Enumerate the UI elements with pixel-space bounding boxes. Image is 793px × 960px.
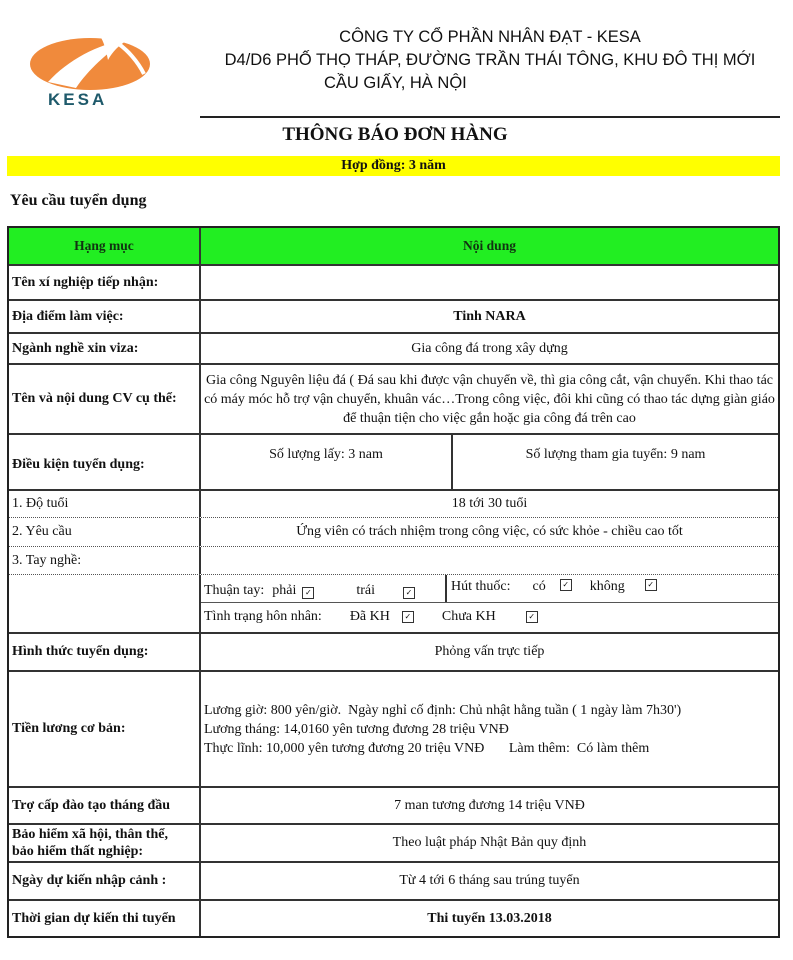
row-label: 3. Tay nghề: bbox=[9, 547, 201, 574]
table-row-skill bbox=[9, 546, 778, 574]
contract-banner: Hợp đồng: 3 năm bbox=[7, 156, 780, 176]
handedness-smoking-line bbox=[201, 575, 778, 603]
row-label: Tên và nội dung CV cụ thể: bbox=[9, 365, 201, 433]
row-label: Tên xí nghiệp tiếp nhận: bbox=[9, 266, 201, 299]
smoking-yes-checkbox[interactable]: ✓ bbox=[560, 579, 572, 591]
marital-single-label: Chưa KH bbox=[441, 608, 496, 624]
handedness-right-checkbox[interactable]: ✓ bbox=[302, 587, 314, 599]
salary-details bbox=[201, 672, 778, 786]
row-label: Hình thức tuyển dụng: bbox=[9, 634, 201, 670]
table-row-training bbox=[9, 786, 778, 823]
table-row-exam-date bbox=[9, 899, 778, 936]
document-title: THÔNG BÁO ĐƠN HÀNG bbox=[282, 124, 508, 145]
header-content: Nội dung bbox=[463, 238, 516, 253]
company-address-line2: CẦU GIẤY, HÀ NỘI bbox=[324, 74, 467, 92]
handedness-left-checkbox[interactable]: ✓ bbox=[403, 587, 415, 599]
marital-single-checkbox[interactable]: ✓ bbox=[526, 611, 538, 623]
table-header-row bbox=[9, 228, 778, 264]
row-label: Ngày dự kiến nhập cảnh : bbox=[9, 863, 201, 899]
row-value: Gia công Nguyên liệu đá ( Đá sau khi được vận chuyển về, thì gia công cắt, vận chuyển. Khi thao tác có máy móc hỗ trợ vận chuyển, khuân vác…Trong công việc, đôi khi cũng có thao tác dựng giàn giáo để thuận tiện cho việc gắn hoặc gia công đá trên cao bbox=[204, 372, 775, 426]
hire-count: Số lượng lấy: 3 nam bbox=[201, 435, 453, 489]
row-value: Thi tuyển 13.03.2018 bbox=[427, 910, 552, 926]
conditions-split bbox=[201, 435, 778, 489]
row-value: Từ 4 tới 6 tháng sau trúng tuyển bbox=[399, 873, 580, 888]
row-value bbox=[201, 266, 778, 299]
header-divider bbox=[200, 116, 780, 118]
table-row-visa-job bbox=[9, 332, 778, 363]
handedness-left-label: trái bbox=[356, 583, 376, 598]
section-title: Yêu cầu tuyển dụng bbox=[10, 192, 147, 209]
salary-line-hourly: Lương giờ: 800 yên/giờ. Ngày nghỉ cố định: Chủ nhật hằng tuần ( 1 ngày làm 7h30') bbox=[204, 702, 682, 718]
row-value: Phỏng vấn trực tiếp bbox=[434, 644, 545, 659]
row-label: 2. Yêu cầu bbox=[9, 518, 201, 546]
table-row-age bbox=[9, 489, 778, 517]
handedness-group bbox=[201, 575, 447, 602]
insurance-label-line1: Bảo hiểm xã hội, thân thể, bbox=[12, 827, 168, 842]
row-value: 18 tới 30 tuổi bbox=[451, 496, 528, 511]
personal-options bbox=[201, 575, 778, 632]
row-value: Tinh NARA bbox=[453, 308, 526, 324]
row-value: 7 man tương đương 14 triệu VNĐ bbox=[394, 797, 585, 813]
smoking-group bbox=[447, 575, 667, 602]
marital-married-label: Đã KH bbox=[349, 608, 390, 624]
table-row-salary bbox=[9, 670, 778, 786]
table-row-entry-date bbox=[9, 861, 778, 899]
smoking-no-label: không bbox=[589, 579, 625, 594]
recruitment-table bbox=[7, 226, 780, 938]
row-label: Trợ cấp đào tạo tháng đầu bbox=[9, 788, 201, 823]
table-row-requirement bbox=[9, 517, 778, 546]
header-category: Hạng mục bbox=[9, 228, 201, 264]
handedness-label: Thuận tay: bbox=[204, 583, 265, 598]
marital-married-checkbox[interactable]: ✓ bbox=[402, 611, 414, 623]
table-row-location bbox=[9, 299, 778, 332]
table-row-insurance bbox=[9, 823, 778, 861]
table-row-recruit-form bbox=[9, 632, 778, 670]
row-label-empty bbox=[9, 575, 201, 632]
row-label: 1. Độ tuổi bbox=[9, 491, 201, 517]
row-value bbox=[201, 547, 778, 574]
marital-line bbox=[201, 603, 778, 630]
handedness-right-label: phải bbox=[272, 583, 297, 598]
table-row-company bbox=[9, 264, 778, 299]
row-label: Ngành nghề xin viza: bbox=[9, 334, 201, 363]
company-header bbox=[200, 26, 780, 95]
company-name: CÔNG TY CỔ PHẦN NHÂN ĐẠT - KESA bbox=[339, 28, 641, 46]
salary-line-monthly: Lương tháng: 14,0160 yên tương đương 28 triệu VNĐ bbox=[204, 721, 509, 737]
smoking-label: Hút thuốc: bbox=[451, 579, 511, 594]
insurance-label-line2: bảo hiểm thất nghiệp: bbox=[12, 844, 144, 859]
row-label: Điều kiện tuyển dụng: bbox=[9, 435, 201, 489]
row-label: Địa điểm làm việc: bbox=[9, 301, 201, 332]
table-row-job-detail bbox=[9, 363, 778, 433]
company-address-line1: D4/D6 PHỐ THỌ THÁP, ĐƯỜNG TRẦN THÁI TÔNG, KHU ĐÔ THỊ MỚI bbox=[224, 51, 756, 69]
logo-text: KESA bbox=[48, 90, 108, 109]
row-value: Gia công đá trong xây dựng bbox=[411, 340, 568, 356]
row-label: Thời gian dự kiến thi tuyển bbox=[9, 901, 201, 936]
candidate-count: Số lượng tham gia tuyển: 9 nam bbox=[525, 447, 706, 462]
row-label: Tiền lương cơ bản: bbox=[9, 672, 201, 786]
table-row-personal bbox=[9, 574, 778, 632]
marital-label: Tình trạng hôn nhân: bbox=[204, 608, 322, 624]
smoking-no-checkbox[interactable]: ✓ bbox=[645, 579, 657, 591]
row-value: Ứng viên có trách nhiệm trong công việc, có sức khỏe - chiều cao tốt bbox=[296, 524, 683, 539]
salary-line-net: Thực lĩnh: 10,000 yên tương đương 20 triệu VNĐ Làm thêm: Có làm thêm bbox=[204, 740, 650, 756]
table-row-conditions bbox=[9, 433, 778, 489]
row-value: Theo luật pháp Nhật Bản quy định bbox=[392, 835, 587, 850]
row-label bbox=[9, 825, 201, 861]
smoking-yes-label: có bbox=[532, 579, 546, 594]
